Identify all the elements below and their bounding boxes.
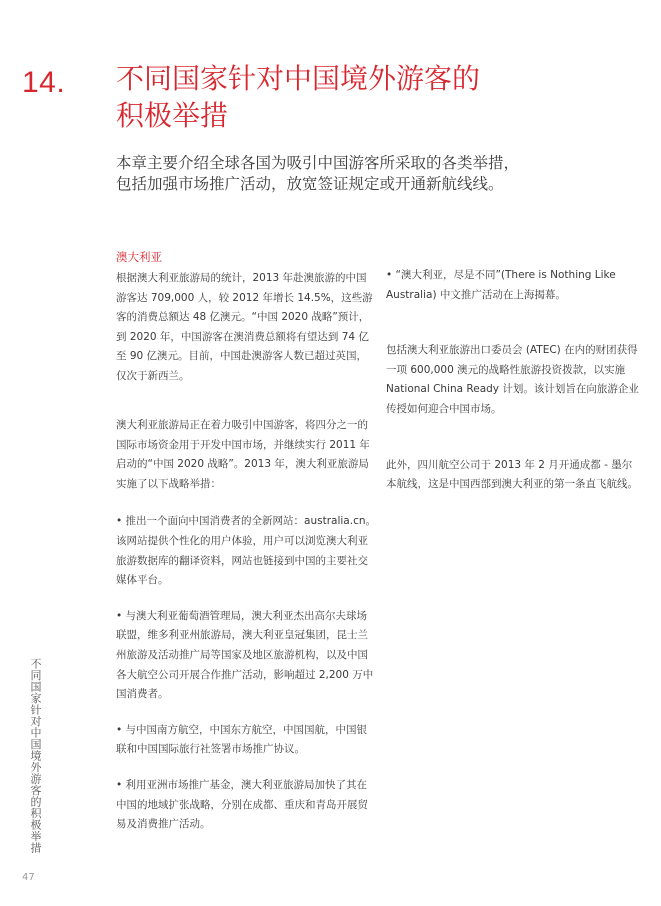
bullet-item: • 与中国南方航空，中国东方航空，中国国航，中国银联和中国国际旅行社签署市场推广协议。 (116, 723, 368, 756)
chapter-intro: 本章主要介绍全球各国为吸引中国游客所采取的各类举措，包括加强市场推广活动，放宽签证规定或开通新航线线。 (116, 154, 520, 193)
paragraph: 澳大利亚旅游局正在着力吸引中国游客，将四分之一的国际市场资金用于开发中国市场，并继续实行 2011 年启动的“中国 2020 战略”。2013 年，澳大利亚旅游局实施了以下战略举措： (116, 419, 370, 490)
right-column (386, 266, 642, 495)
chapter-title (116, 60, 556, 134)
chapter-title-line: 积极举措 (116, 99, 229, 132)
bullet-item: • 推出一个面向中国消费者的全新网站：australia.cn。该网站提供个性化的用户体验，用户可以浏览澳大利亚旅游数据库的翻译资料，网站也链接到中国的主要社交媒体平台。 (116, 515, 376, 587)
paragraph: 此外，四川航空公司于 2013 年 2 月开通成都 - 墨尔本航线，这是中国西部到澳大利亚的第一条直飞航线。 (386, 458, 638, 491)
chapter-number: 14. (22, 66, 66, 99)
page-number: 47 (22, 872, 35, 883)
bullet-item: • 与澳大利亚葡萄酒管理局，澳大利亚杰出高尔夫球场联盟，维多利亚州旅游局，澳大利亚皇冠集团，昆士兰州旅游及活动推广局等国家及地区旅游机构，以及中国各大航空公司开展合作推广活动，影响超过 2,200 万中国消费者。 (116, 609, 374, 701)
left-column (116, 248, 376, 835)
chapter-title-line: 不同国家针对中国境外游客的 (116, 62, 481, 95)
section-heading-australia: 澳大利亚 (116, 250, 162, 264)
running-sidebar-label: 不同国家针对中国境外游客的积极举措 (29, 658, 42, 854)
paragraph: 包括澳大利亚旅游出口委员会 (ATEC) 在内的财团获得一项 600,000 澳元的战略性旅游投资拨款，以实施 National China Ready 计划。该计划旨在向旅游企业传授如何迎合中国市场。 (386, 344, 639, 415)
paragraph: 根据澳大利亚旅游局的统计，2013 年赴澳旅游的中国游客达 709,000 人，较 2012 年增长 14.5%，这些游客的消费总额达 48 亿澳元。“中国 2020 战略”预计，到 2020 年，中国游客在澳消费总额将有望达到 74 亿至 90 亿澳元。目前，中国赴澳游客人数已超过英国，仅次于新西兰。 (116, 272, 373, 382)
bullet-item: • 利用亚洲市场推广基金，澳大利亚旅游局加快了其在中国的地域扩张战略，分别在成都、重庆和青岛开展贸易及消费推广活动。 (116, 778, 368, 831)
bullet-item: • “澳大利亚，尽是不同”(There is Nothing Like Australia) 中文推广活动在上海揭幕。 (386, 269, 616, 301)
